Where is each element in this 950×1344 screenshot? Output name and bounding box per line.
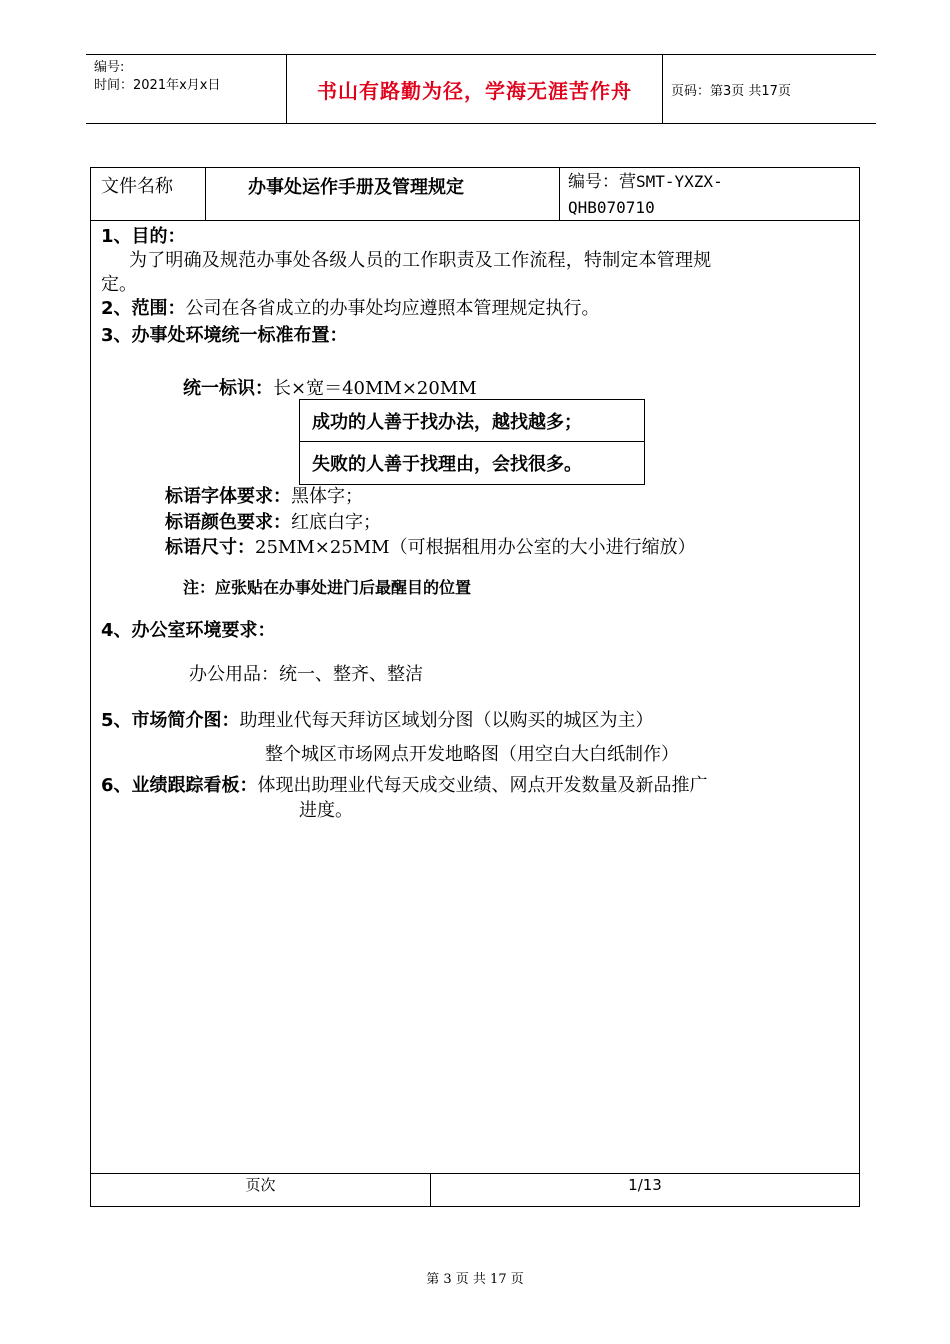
mark-label: 统一标识： [183, 378, 273, 399]
section-5-text-a: 助理业代每天拜访区域划分图（以购买的城区为主） [239, 710, 654, 731]
section-3-heading: 3、办事处环境统一标准布置： [101, 325, 348, 346]
header-time: 时间：2021年x月x日 [94, 78, 221, 93]
pagination-value: 1/13 [628, 1176, 662, 1194]
header-motto-cell [286, 55, 663, 123]
code-part1: SMT-YXZX- [636, 172, 723, 191]
section-5 [101, 709, 654, 733]
section-6-text-a: 体现出助理业代每天成交业绩、网点开发数量及新品推广 [257, 775, 708, 796]
section-1-heading: 1、目的： [101, 226, 186, 247]
code-label: 编号：营 [568, 172, 636, 192]
font-label: 标语字体要求： [165, 486, 291, 507]
slogan-box [299, 399, 645, 485]
section-6-text-b: 进度。 [299, 800, 353, 821]
slogan-line-1: 成功的人善于找办法，越找越多； [300, 400, 644, 442]
color-requirement [165, 511, 381, 535]
header-meta [94, 59, 220, 95]
header-page-info: 页码：第3页 共17页 [671, 83, 791, 99]
section-6 [101, 774, 708, 798]
size-label: 标语尺寸： [165, 537, 255, 558]
page-footer: 第 3 页 共 17 页 [426, 1272, 524, 1287]
title-label: 文件名称 [91, 168, 206, 220]
section-2-text: 公司在各省成立的办事处均应遵照本管理规定执行。 [185, 298, 600, 319]
section-4-text: 办公用品：统一、整齐、整洁 [189, 664, 423, 685]
code-part2: QHB070710 [568, 198, 655, 217]
section-1-text-a: 为了明确及规范办事处各级人员的工作职责及工作流程，特制定本管理规 [129, 250, 712, 271]
header-motto: 书山有路勤为径，学海无涯苦作舟 [317, 78, 632, 103]
section-1-text-b: 定。 [101, 274, 137, 295]
mark-line [183, 377, 477, 401]
document-frame [90, 167, 860, 1207]
mark-size: 长×宽＝40MM×20MM [273, 378, 477, 399]
size-value: 25MM×25MM（可根据租用办公室的大小进行缩放） [255, 537, 696, 558]
placement-note: 注：应张贴在办事处进门后最醒目的位置 [183, 578, 472, 597]
size-requirement [165, 536, 696, 560]
pagination-label: 页次 [91, 1174, 431, 1206]
section-4-heading: 4、办公室环境要求： [101, 620, 276, 641]
pagination-row [91, 1173, 859, 1206]
section-6-heading: 6、业绩跟踪看板： [101, 775, 258, 796]
font-requirement [165, 485, 363, 509]
title-row [91, 168, 859, 221]
document-code [560, 168, 860, 220]
color-value: 红底白字； [291, 512, 381, 533]
color-label: 标语颜色要求： [165, 512, 291, 533]
section-2 [101, 297, 600, 321]
header-number: 编号: [94, 60, 125, 75]
section-5-heading: 5、市场简介图： [101, 710, 240, 731]
slogan-line-2: 失败的人善于找理由，会找很多。 [312, 454, 582, 475]
section-5-text-b: 整个城区市场网点开发地略图（用空白大白纸制作） [265, 744, 679, 765]
document-title: 办事处运作手册及管理规定 [206, 168, 560, 220]
section-2-heading: 2、范围： [101, 298, 186, 319]
page-header [86, 54, 876, 124]
font-value: 黑体字； [291, 486, 363, 507]
